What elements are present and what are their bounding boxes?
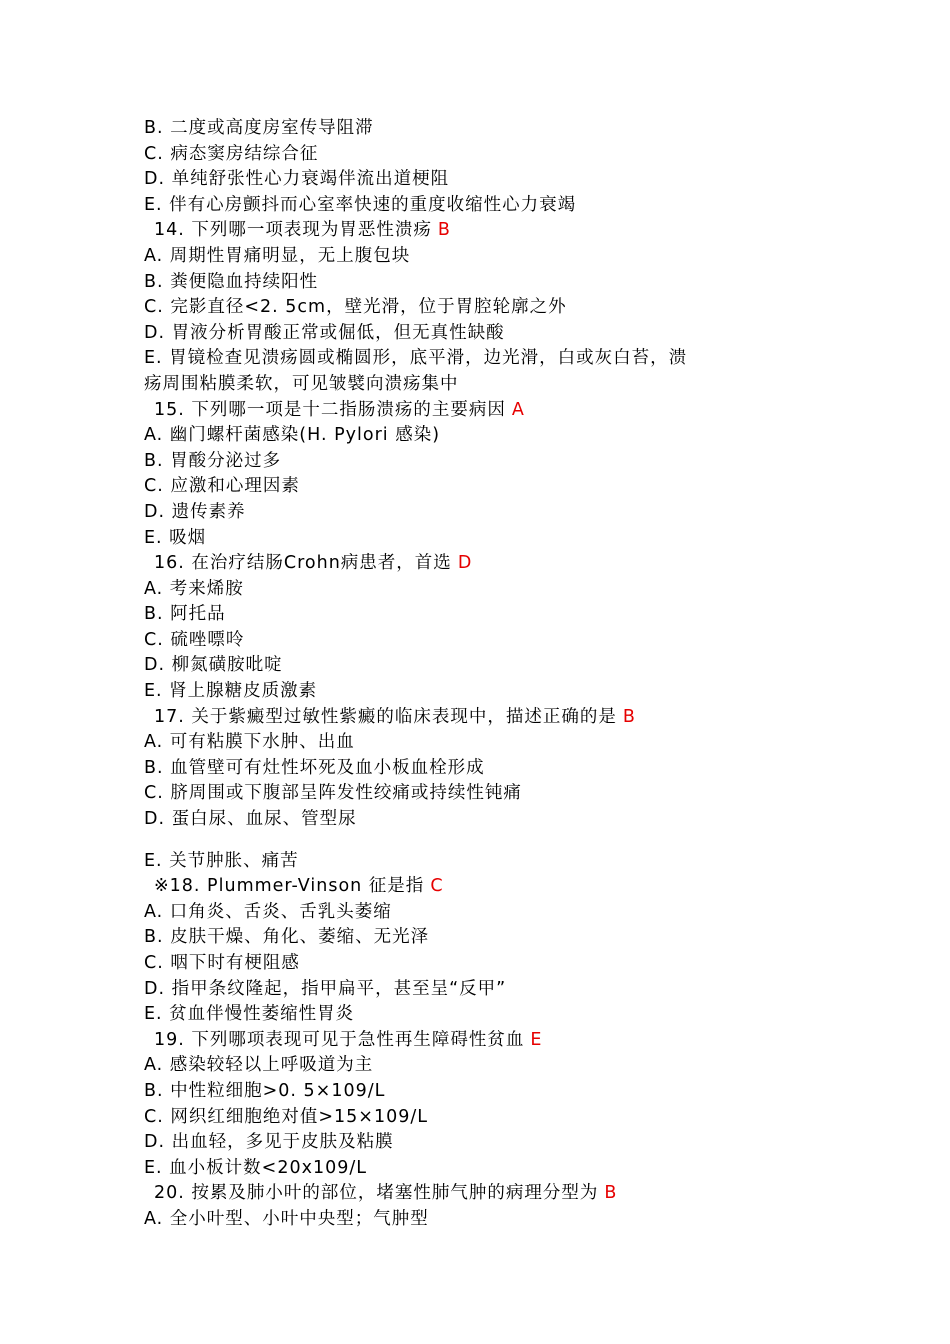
option-text: D. 柳氮磺胺吡啶 — [144, 655, 283, 676]
option-line — [144, 849, 784, 875]
option-text: A. 幽门螺杆菌感染(H. Pylori 感染) — [144, 425, 441, 446]
option-text: B. 阿托品 — [144, 604, 226, 625]
option-text: C. 脐周围或下腹部呈阵发性绞痛或持续性钝痛 — [144, 783, 522, 804]
option-text: 疡周围粘膜柔软，可见皱襞向溃疡集中 — [144, 373, 459, 394]
option-line — [144, 295, 784, 321]
question-text: 17. 关于紫癜型过敏性紫癜的临床表现中，描述正确的是 — [154, 706, 617, 727]
option-text: A. 感染较轻以上呼吸道为主 — [144, 1055, 374, 1076]
option-line — [144, 1105, 784, 1131]
option-text: A. 口角炎、舌炎、舌乳头萎缩 — [144, 901, 392, 922]
option-text: C. 应激和心理因素 — [144, 476, 300, 497]
option-line — [144, 653, 784, 679]
option-text: D. 胃液分析胃酸正常或倔低，但无真性缺酸 — [144, 322, 505, 343]
option-line — [144, 526, 784, 552]
answer-key: E — [530, 1029, 543, 1050]
answer-key: C — [430, 876, 444, 897]
option-line — [144, 116, 784, 142]
option-line — [144, 900, 784, 926]
option-line — [144, 500, 784, 526]
option-text: B. 二度或高度房室传导阻滞 — [144, 118, 374, 138]
option-text: D. 出血轻，多见于皮肤及粘膜 — [144, 1132, 394, 1153]
option-line — [144, 1130, 784, 1156]
option-text: E. 血小板计数<20x109/L — [144, 1157, 368, 1178]
option-text: D. 指甲条纹隆起，指甲扁平，甚至呈“反甲” — [144, 978, 507, 999]
answer-key: B — [437, 220, 451, 241]
option-line — [144, 423, 784, 449]
option-line — [144, 925, 784, 951]
option-text: A. 可有粘膜下水肿、出血 — [144, 732, 355, 753]
option-line — [144, 1002, 784, 1028]
question-line — [144, 705, 784, 731]
option-text: E. 肾上腺糖皮质激素 — [144, 681, 318, 702]
option-text: E. 胃镜检查见溃疡圆或椭圆形，底平滑，边光滑，白或灰白苔，溃 — [144, 348, 688, 369]
option-line — [144, 474, 784, 500]
option-text: B. 粪便隐血持续阳性 — [144, 271, 319, 292]
answer-key: D — [457, 553, 473, 574]
option-text: E. 吸烟 — [144, 527, 207, 548]
question-line — [144, 1028, 784, 1054]
question-text: 15. 下列哪一项是十二指肠溃疡的主要病因 — [154, 399, 506, 420]
answer-key: A — [511, 399, 525, 420]
option-text: B. 皮肤干燥、角化、萎缩、无光泽 — [144, 927, 430, 948]
option-text: A. 周期性胃痛明显，无上腹包块 — [144, 245, 411, 266]
option-text: D. 蛋白尿、血尿、管型尿 — [144, 809, 357, 830]
option-text: D. 遗传素养 — [144, 501, 246, 522]
option-line — [144, 193, 784, 219]
option-text: C. 网织红细胞绝对值>15×109/L — [144, 1106, 428, 1127]
option-line — [144, 602, 784, 628]
option-text: B. 胃酸分泌过多 — [144, 450, 282, 471]
option-text: C. 完影直径<2. 5cm，壁光滑，位于胃腔轮廓之外 — [144, 297, 567, 318]
answer-key: B — [604, 1183, 618, 1204]
question-text: ※18. Plummer-Vinson 征是指 — [154, 876, 425, 897]
question-line — [144, 551, 784, 577]
option-line — [144, 679, 784, 705]
option-line — [144, 807, 784, 833]
question-text: 14. 下列哪一项表现为胃恶性溃疡 — [154, 220, 432, 241]
option-line — [144, 346, 784, 372]
option-text: B. 中性粒细胞>0. 5×109/L — [144, 1080, 386, 1101]
question-line — [144, 874, 784, 900]
option-line — [144, 1079, 784, 1105]
option-text: E. 关节肿胀、痛苦 — [144, 850, 299, 871]
document-body — [144, 116, 784, 1233]
option-line — [144, 1207, 784, 1233]
option-line — [144, 977, 784, 1003]
option-line — [144, 1053, 784, 1079]
option-text: E. 贫血伴慢性萎缩性胃炎 — [144, 1004, 355, 1025]
option-text: C. 病态窦房结综合征 — [144, 143, 319, 164]
option-line — [144, 449, 784, 475]
option-text: C. 咽下时有梗阻感 — [144, 953, 300, 973]
question-line — [144, 398, 784, 424]
option-line — [144, 142, 784, 168]
option-line — [144, 1156, 784, 1182]
answer-key: B — [622, 706, 636, 727]
option-text: D. 单纯舒张性心力衰竭伴流出道梗阻 — [144, 169, 450, 190]
blank-gap — [144, 833, 784, 849]
option-line — [144, 951, 784, 977]
option-line — [144, 321, 784, 347]
option-line — [144, 167, 784, 193]
option-text: C. 硫唑嘌呤 — [144, 629, 245, 650]
option-line — [144, 628, 784, 654]
option-text: A. 考来烯胺 — [144, 578, 244, 599]
question-line — [144, 218, 784, 244]
option-line — [144, 781, 784, 807]
option-line — [144, 372, 784, 398]
question-text: 16. 在治疗结肠Crohn病患者，首选 — [154, 553, 452, 574]
option-line — [144, 270, 784, 296]
question-text: 20. 按累及肺小叶的部位，堵塞性肺气肿的病理分型为 — [154, 1183, 599, 1204]
option-line — [144, 244, 784, 270]
option-text: E. 伴有心房颤抖而心室率快速的重度收缩性心力衰竭 — [144, 194, 577, 215]
option-text: A. 全小叶型、小叶中央型；气肿型 — [144, 1208, 429, 1229]
option-line — [144, 730, 784, 756]
question-line — [144, 1181, 784, 1207]
option-line — [144, 577, 784, 603]
option-text: B. 血管壁可有灶性坏死及血小板血栓形成 — [144, 757, 485, 778]
option-line — [144, 756, 784, 782]
question-text: 19. 下列哪项表现可见于急性再生障碍性贫血 — [154, 1029, 525, 1050]
